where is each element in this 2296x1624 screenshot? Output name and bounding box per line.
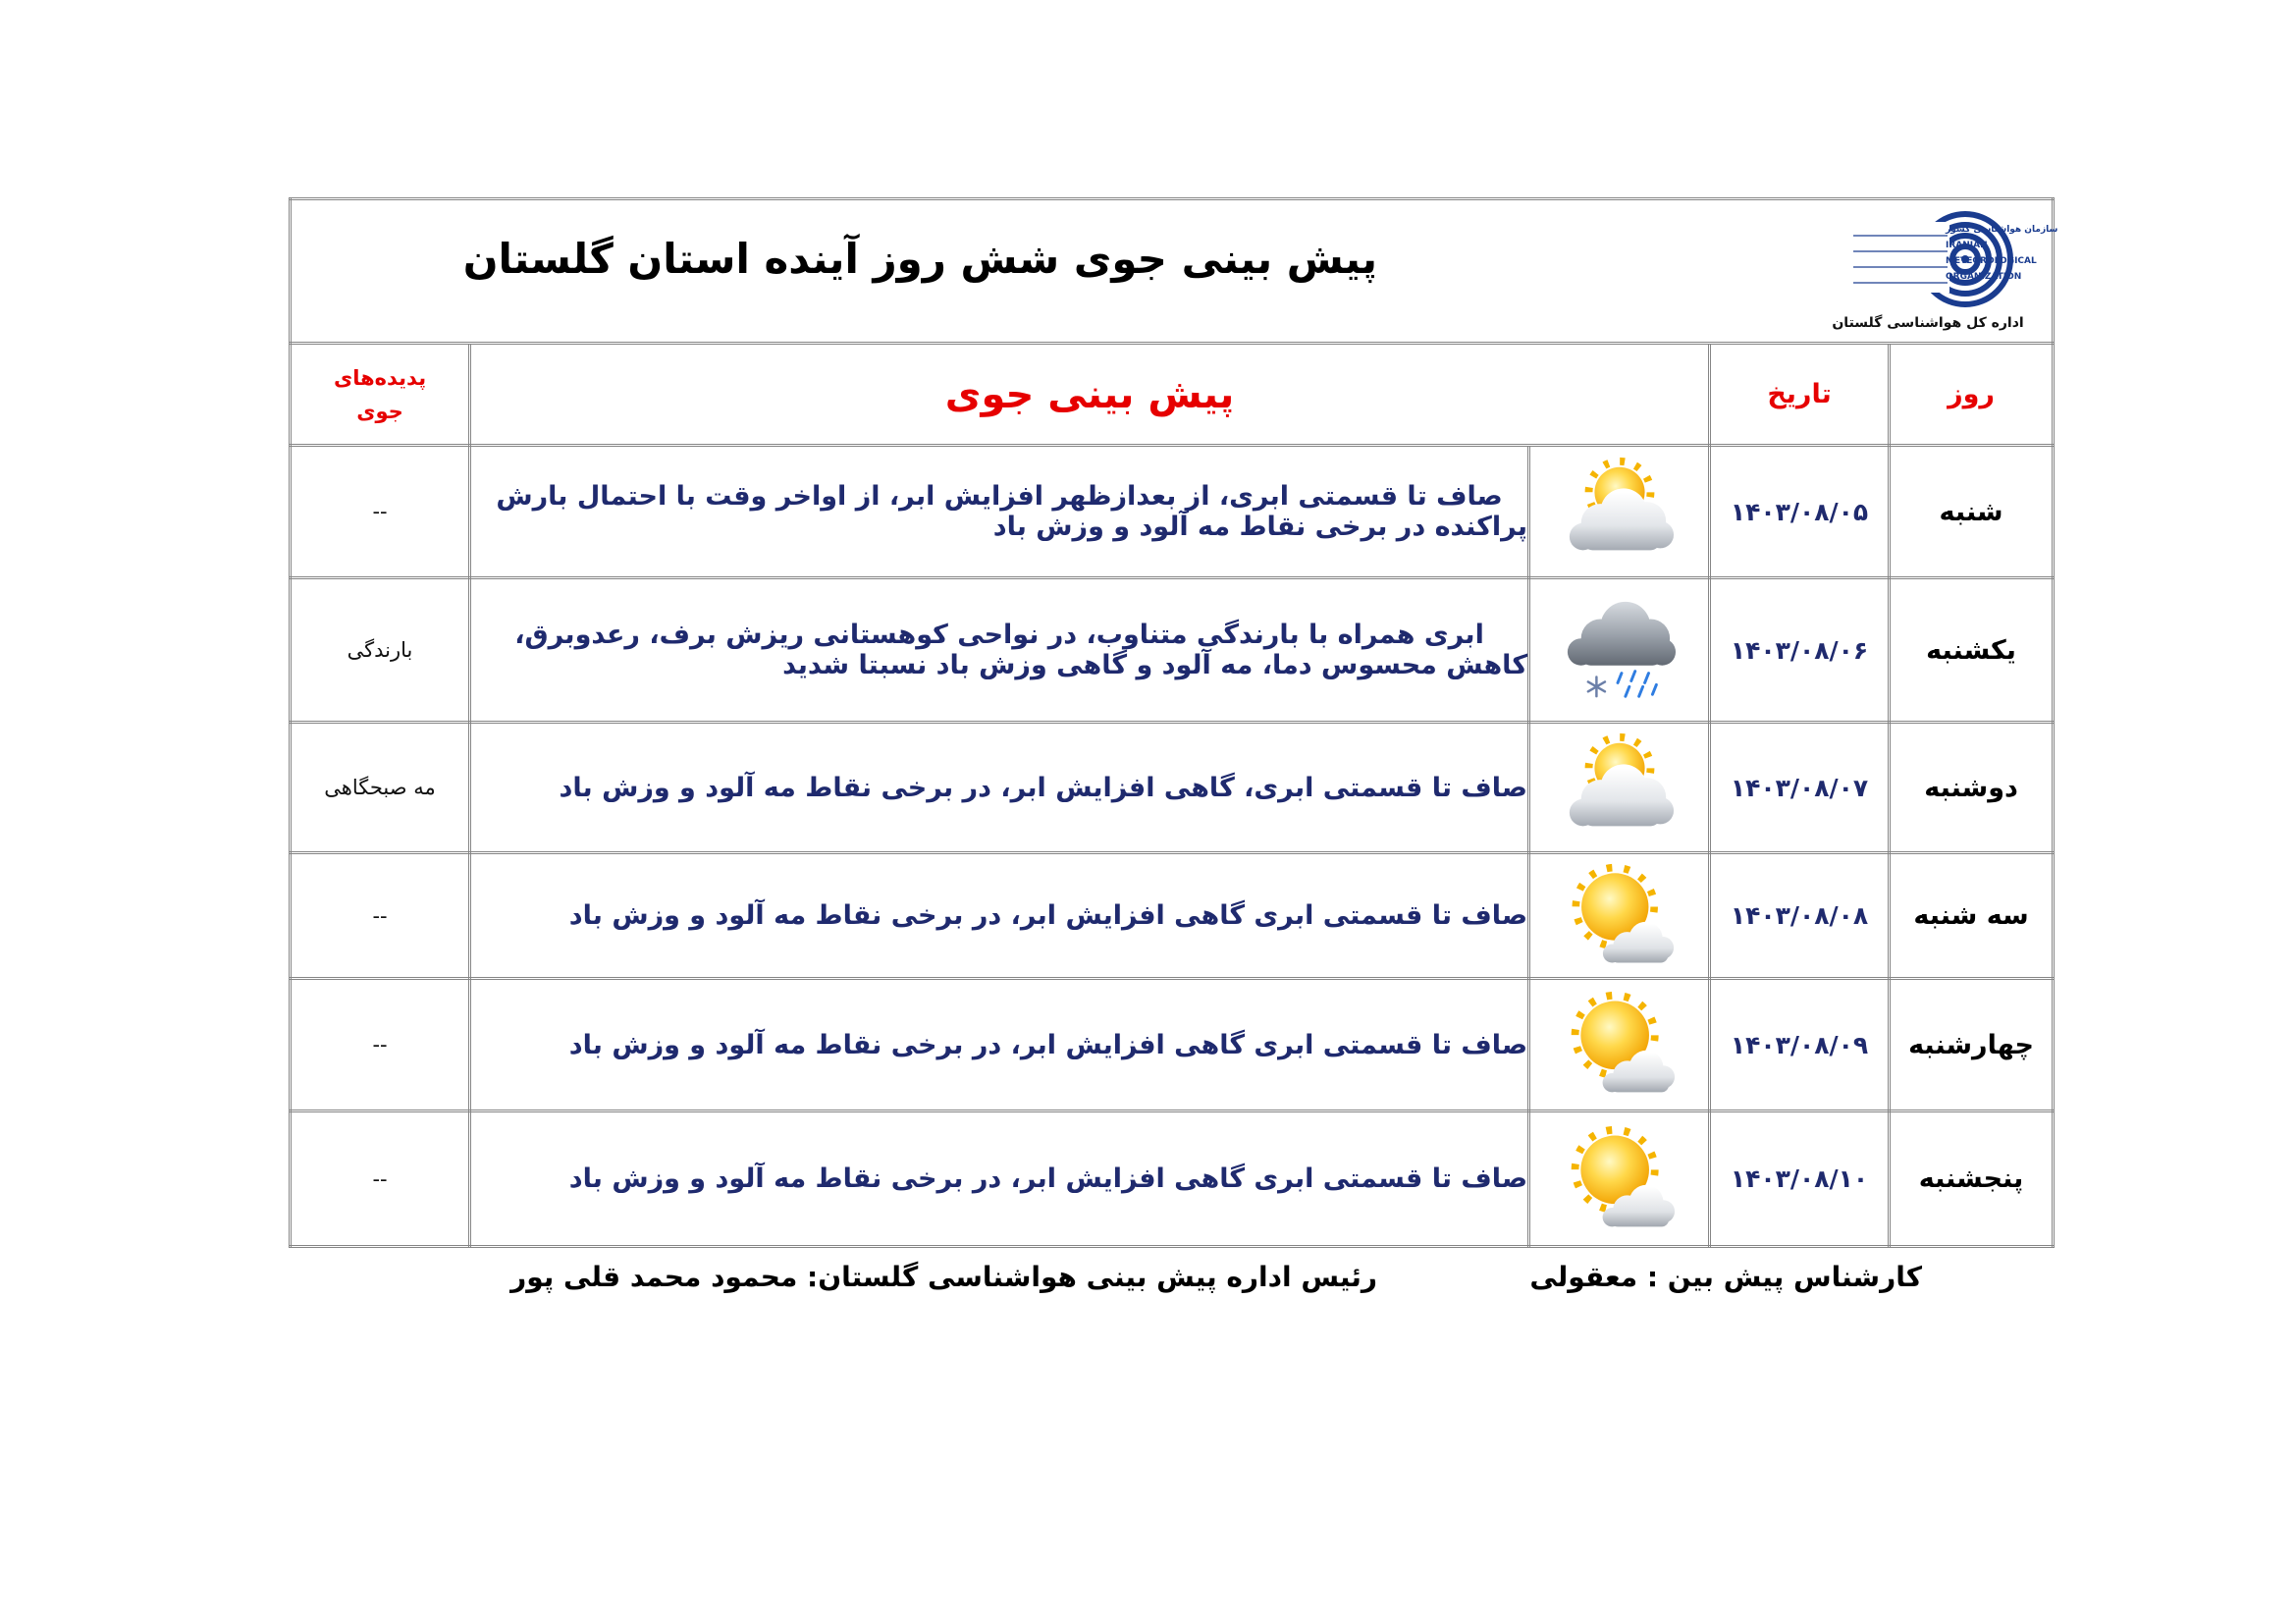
meteorological-organization-logo-icon xyxy=(1840,206,2058,312)
date-cell xyxy=(1710,446,1890,578)
date-cell xyxy=(1710,979,1890,1111)
forecast-text: صاف تا قسمتی ابری، گاهی افزایش ابر، در برخی نقاط مه آلود و وزش باد xyxy=(559,772,1528,803)
day-cell xyxy=(1890,853,2054,979)
table-row xyxy=(291,578,2054,723)
header-day-cell xyxy=(1890,344,2054,446)
title-cell xyxy=(291,199,2058,344)
forecast-text-cell xyxy=(470,578,1529,723)
forecast-text-cell xyxy=(470,1111,1529,1247)
forecast-text-cell xyxy=(470,979,1529,1111)
logo-caption: اداره کل هواشناسی گلستان xyxy=(1832,315,2024,331)
forecast-text: صاف تا قسمتی ابری گاهی افزایش ابر، در برخی نقاط مه آلود و وزش باد xyxy=(568,1164,1528,1194)
sun-cloud-icon xyxy=(1563,1122,1677,1236)
title-row xyxy=(291,199,2054,344)
phenomena-value: -- xyxy=(372,1033,388,1056)
header-phenomena: پدیده‌های جوی xyxy=(333,365,427,423)
day-label: پنجشنبه xyxy=(1918,1164,2024,1194)
date-value: ۱۴۰۳/۰۸/۰۷ xyxy=(1730,773,1869,802)
day-cell xyxy=(1890,979,2054,1111)
day-label: چهارشنبه xyxy=(1908,1029,2034,1060)
table-row xyxy=(291,446,2054,578)
date-value: ۱۴۰۳/۰۸/۰۶ xyxy=(1730,635,1869,665)
table-row xyxy=(291,853,2054,979)
date-value: ۱۴۰۳/۰۸/۰۸ xyxy=(1730,901,1869,930)
phenomena-cell xyxy=(291,1111,470,1247)
forecaster-signature: کارشناس پیش بین : معقولی xyxy=(1529,1261,1922,1293)
phenomena-cell xyxy=(291,446,470,578)
forecast-icon-cell xyxy=(1529,979,1710,1111)
forecast-icon-cell xyxy=(1529,723,1710,853)
partly-cloudy-icon xyxy=(1562,730,1678,845)
day-label: شنبه xyxy=(1939,496,2003,527)
header-forecast-cell xyxy=(470,344,1710,446)
organization-logo xyxy=(1830,206,2058,336)
forecast-icon-cell xyxy=(1529,446,1710,578)
table-row xyxy=(291,979,2054,1111)
phenomena-cell xyxy=(291,853,470,979)
day-label: دوشنبه xyxy=(1924,772,2018,803)
day-label: یکشنبه xyxy=(1926,634,2016,666)
date-cell xyxy=(1710,578,1890,723)
header-forecast: پیش بینی جوی xyxy=(944,371,1235,417)
forecast-text-cell xyxy=(470,446,1529,578)
sun-cloud-icon xyxy=(1564,860,1676,972)
header-row xyxy=(291,344,2054,446)
forecast-icon-cell xyxy=(1529,853,1710,979)
date-value: ۱۴۰۳/۰۸/۱۰ xyxy=(1730,1164,1869,1193)
office-head-signature: رئیس اداره پیش بینی هواشناسی گلستان: محمود محمد قلی پور xyxy=(510,1261,1377,1293)
logo-org-fa: سازمان هواشناسی کشور xyxy=(1946,225,2058,235)
forecast-text: صاف تا قسمتی ابری گاهی افزایش ابر، در برخی نقاط مه آلود و وزش باد xyxy=(568,900,1528,931)
forecast-text: صاف تا قسمتی ابری، از بعدازظهر افزایش ابر، از اواخر وقت با احتمال بارش پراکنده در برخی نقاط مه آلود و وزش باد xyxy=(496,481,1528,542)
forecast-text-cell xyxy=(470,853,1529,979)
phenomena-value: -- xyxy=(372,903,388,928)
date-cell xyxy=(1710,853,1890,979)
day-cell xyxy=(1890,578,2054,723)
logo-org-en-3: ORGANIZATION xyxy=(1946,272,2022,282)
phenomena-cell xyxy=(291,578,470,723)
forecast-sheet xyxy=(289,197,2058,1242)
date-value: ۱۴۰۳/۰۸/۰۹ xyxy=(1730,1030,1869,1059)
forecast-text: ابری همراه با بارندگی متناوب، در نواحی کوهستانی ریزش برف، رعدوبرق، کاهش محسوس دما، مه آلود و گاهی وزش باد نسبتا شدید xyxy=(514,620,1528,680)
forecast-icon-cell xyxy=(1529,1111,1710,1247)
phenomena-value: بارندگی xyxy=(347,638,413,662)
forecast-text-cell xyxy=(470,723,1529,853)
table-row xyxy=(291,1111,2054,1247)
sun-cloud-icon xyxy=(1563,988,1677,1102)
date-cell xyxy=(1710,723,1890,853)
logo-org-en-2: METEOROLOGICAL xyxy=(1946,256,2037,266)
phenomena-value: مه صبحگاهی xyxy=(324,776,436,799)
partly-cloudy-icon xyxy=(1562,454,1678,569)
forecast-text: صاف تا قسمتی ابری گاهی افزایش ابر، در برخی نقاط مه آلود و وزش باد xyxy=(568,1029,1528,1060)
header-day: روز xyxy=(1948,379,1995,409)
phenomena-cell xyxy=(291,723,470,853)
phenomena-value: -- xyxy=(372,1166,388,1191)
logo-org-en-1: IRANIAN xyxy=(1946,241,1988,250)
day-cell xyxy=(1890,446,2054,578)
day-cell xyxy=(1890,1111,2054,1247)
page-title: پیش بینی جوی شش روز آینده استان گلستان xyxy=(462,235,1378,283)
header-date-cell xyxy=(1710,344,1890,446)
day-label: سه شنبه xyxy=(1913,900,2029,931)
rain-snow-icon xyxy=(1562,592,1678,708)
phenomena-value: -- xyxy=(372,500,388,523)
forecast-icon-cell xyxy=(1529,578,1710,723)
phenomena-cell xyxy=(291,979,470,1111)
date-value: ۱۴۰۳/۰۸/۰۵ xyxy=(1730,497,1869,526)
header-date: تاریخ xyxy=(1767,379,1832,409)
date-cell xyxy=(1710,1111,1890,1247)
table-row xyxy=(291,723,2054,853)
day-cell xyxy=(1890,723,2054,853)
forecast-table xyxy=(289,197,2058,1248)
header-phenomena-cell xyxy=(291,344,470,446)
